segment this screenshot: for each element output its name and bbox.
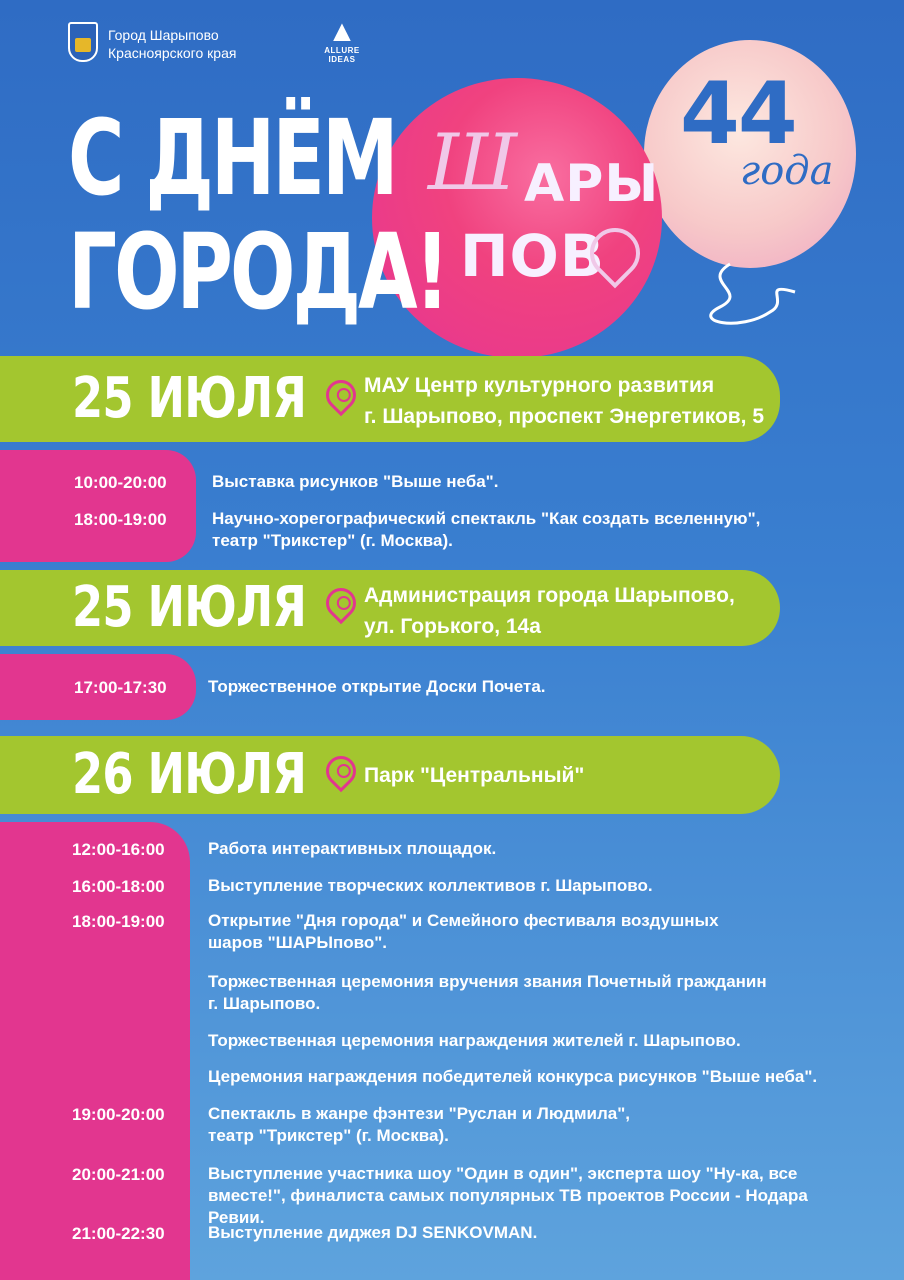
city-name [108,26,236,62]
event-time: 12:00-16:00 [72,840,165,859]
section2-venue-line2: ул. Горького, 14а [364,615,541,638]
event-text: Торжественная церемония вручения звания Почетный гражданин г. Шарыпово. [208,972,767,1013]
balloon-string-icon [690,262,800,332]
section2-venue-line1: Администрация города Шарыпово, [364,584,735,607]
event-time: 17:00-17:30 [74,678,167,697]
event-text: Открытие "Дня города" и Семейного фестиваля воздушных шаров "ШАРЫпово". [208,911,719,952]
section1-venue-line2: г. Шарыпово, проспект Энергетиков, 5 [364,405,765,428]
section2-venue [364,580,735,642]
event-time: 19:00-20:00 [72,1105,165,1124]
city-name-line2: Красноярского края [108,45,237,61]
event-text: Торжественная церемония награждения жителей г. Шарыпово. [208,1031,741,1050]
title-line2: ГОРОДА! [68,211,447,333]
event-text: Выступление творческих коллективов г. Шарыпово. [208,876,653,895]
allure-ideas-logo [312,15,372,64]
event-time: 18:00-19:00 [72,912,165,931]
event-text: Церемония награждения победителей конкурса рисунков "Выше неба". [208,1067,818,1086]
section1-date: 25 ИЮЛЯ [72,366,307,431]
brand-pov: ПОВ [460,222,606,290]
brand-ary: АРЫ [524,154,660,214]
event-text: Работа интерактивных площадок. [208,839,497,858]
allure-mark-icon: ▲ [327,15,357,48]
title-line1: С ДНЁМ [68,97,396,219]
age-word: года [740,148,834,194]
section3-date: 26 ИЮЛЯ [72,742,307,807]
event-time: 10:00-20:00 [74,473,167,492]
event-text: Выставка рисунков "Выше неба". [212,472,499,491]
event-text: Выступление участника шоу "Один в один", эксперта шоу "Ну-ка, все вместе!", финалиста самых популярных ТВ проектов России - Нодара Ревии. [208,1164,808,1227]
city-name-line1: Город Шарыпово [108,27,219,43]
event-text: Спектакль в жанре фэнтези "Руслан и Людмила", театр "Трикстер" (г. Москва). [208,1104,631,1145]
city-crest-icon [68,22,98,62]
event-text: Торжественное открытие Доски Почета. [208,677,546,696]
event-text: Научно-хорегографический спектакль "Как создать вселенную", театр "Трикстер" (г. Москва). [212,509,761,550]
section2-date: 25 ИЮЛЯ [72,575,307,640]
event-time: 21:00-22:30 [72,1224,165,1243]
section1-venue [364,370,764,432]
event-text: Выступление диджея DJ SENKOVMAN. [208,1223,538,1242]
event-time: 16:00-18:00 [72,877,165,896]
section1-venue-line1: МАУ Центр культурного развития [364,374,715,397]
section3-venue: Парк "Центральный" [364,764,585,787]
age-number: 44 [680,64,796,164]
section1-time-band [0,450,196,562]
event-time: 20:00-21:00 [72,1165,165,1184]
event-time: 18:00-19:00 [74,510,167,529]
allure-logo-text: ALLURE IDEAS [324,46,360,64]
brand-letter-sh: Ш [428,118,518,208]
